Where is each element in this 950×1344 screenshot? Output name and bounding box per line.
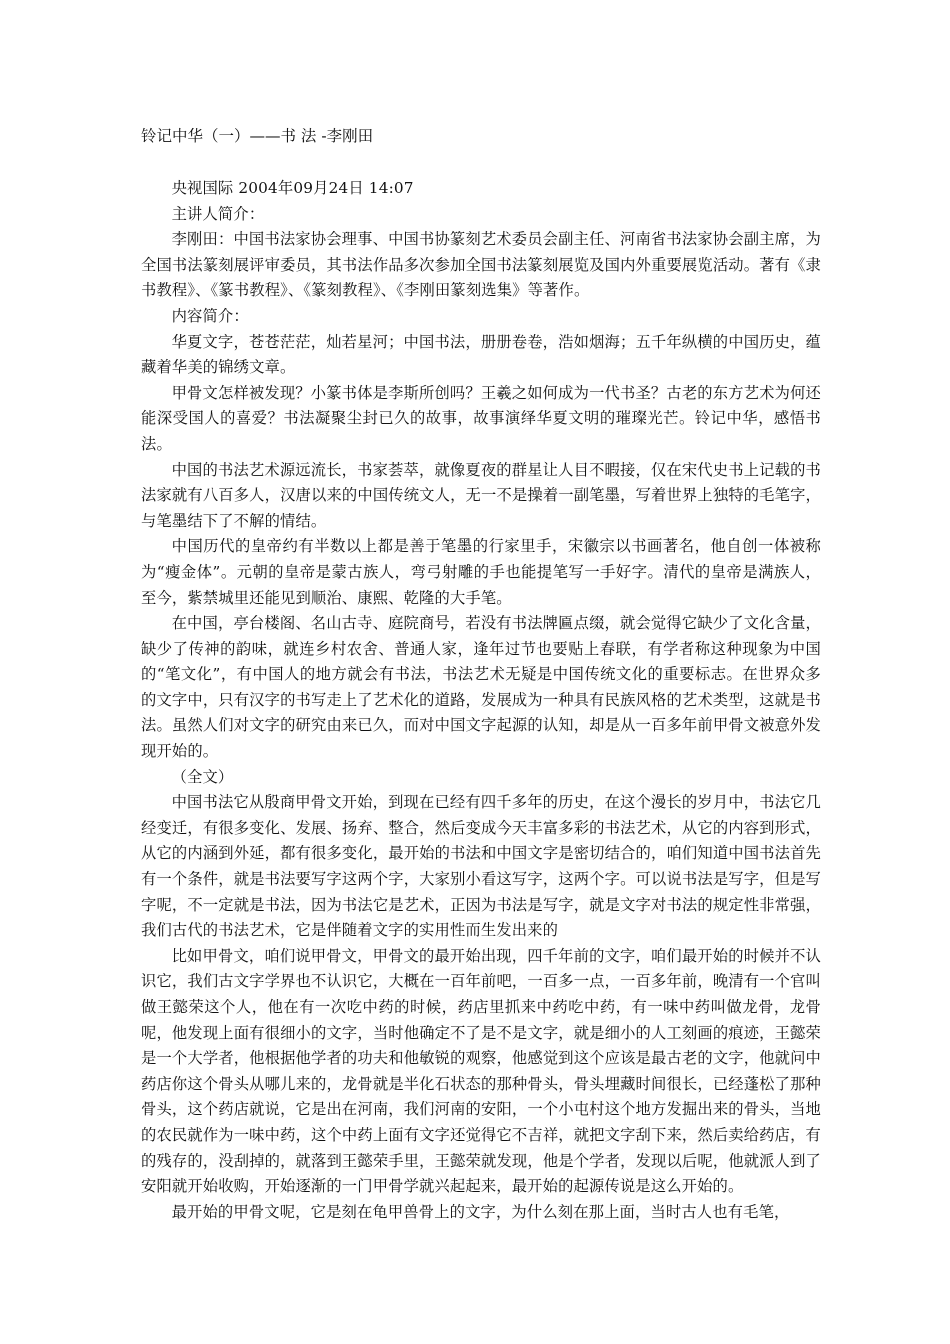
title-spacer bbox=[141, 149, 821, 176]
intro-paragraph-3: 中国的书法艺术源远流长，书家荟萃，就像夏夜的群星让人目不暇接，仅在宋代史书上记载的书法家就有八百多人，汉唐以来的中国传统文人，无一不是操着一副笔墨，写着世界上独特的毛笔字，与笔墨结下了不解的情结。 bbox=[141, 460, 821, 530]
intro-paragraph-2: 甲骨文怎样被发现？小篆书体是李斯所创吗？王羲之如何成为一代书圣？古老的东方艺术为何还能深受国人的喜爱？书法凝聚尘封已久的故事，故事演绎华夏文明的璀璨光芒。铃记中华，感悟书法。 bbox=[141, 383, 821, 453]
intro-paragraph-5: 在中国，亭台楼阁、名山古寺、庭院商号，若没有书法牌匾点缀，就会觉得它缺少了文化含量，缺少了传神的韵味，就连乡村农舍、普通人家，逢年过节也要贴上春联，有学者称这种现象为中国的“笔文化”，有中国人的地方就会有书法，书法艺术无疑是中国传统文化的重要标志。在世界众多的文字中，只有汉字的书写走上了艺术化的道路，发展成为一种具有民族风格的艺术类型，这就是书法。虽然人们对文字的研究由来已久，而对中国文字起源的认知，却是从一百多年前甲骨文被意外发现开始的。 bbox=[141, 614, 821, 761]
document-title: 铃记中华（一）——书 法 -李刚田 bbox=[141, 127, 374, 145]
intro-paragraph-1: 华夏文字，苍苍茫茫，灿若星河；中国书法，册册卷卷，浩如烟海；五千年纵横的中国历史，蕴藏着华美的锦绣文章。 bbox=[141, 332, 821, 377]
document-page bbox=[141, 123, 821, 1225]
body-paragraph-1: 中国书法它从殷商甲骨文开始，到现在已经有四千多年的历史，在这个漫长的岁月中，书法它几经变迁，有很多变化、发展、扬弃、整合，然后变成今天丰富多彩的书法艺术，从它的内容到形式，从它的内涵到外延，都有很多变化，最开始的书法和中国文字是密切结合的，咱们知道中国书法首先有一个条件，就是书法要写字这两个字，大家别小看这写字，这两个字。可以说书法是写字，但是写字呢，不一定就是书法，因为书法它是艺术，正因为书法是写字，就是文字对书法的规定性非常强，我们古代的书法艺术，它是伴随着文字的实用性而生发出来的 bbox=[141, 793, 821, 940]
body-paragraph-2: 比如甲骨文，咱们说甲骨文，甲骨文的最开始出现，四千年前的文字，咱们最开始的时候并不认识它，我们古文字学界也不认识它，大概在一百年前吧，一百多一点，一百多年前，晚清有一个官叫做王懿荣这个人，他在有一次吃中药的时候，药店里抓来中药吃中药，有一味中药叫做龙骨，龙骨呢，他发现上面有很细小的文字，当时他确定不了是不是文字，就是细小的人工刻画的痕迹，王懿荣是一个大学者，他根据他学者的功夫和他敏锐的观察，他感觉到这个应该是最古老的文字，他就问中药店你这个骨头从哪儿来的，龙骨就是半化石状态的那种骨头，骨头埋藏时间很长，已经蓬松了那种骨头，这个药店就说，它是出在河南，我们河南的安阳，一个小屯村这个地方发掘出来的骨头，当地的农民就作为一味中药，这个中药上面有文字还觉得它不吉祥，就把文字刮下来，然后卖给药店，有的残存的，没刮掉的，就落到王懿荣手里，王懿荣就发现，他是个学者，发现以后呢，他就派人到了安阳就开始收购，开始逐渐的一门甲骨学就兴起起来，最开始的起源传说是这么开始的。 bbox=[141, 946, 821, 1196]
speaker-heading: 主讲人简介： bbox=[171, 204, 265, 223]
full-text-label: （全文） bbox=[171, 767, 234, 786]
body-paragraph-3: 最开始的甲骨文呢，它是刻在龟甲兽骨上的文字，为什么刻在那上面，当时古人也有毛笔， bbox=[171, 1202, 790, 1221]
source-timestamp-line: 央视国际 2004年09月24日 14:07 bbox=[171, 179, 414, 197]
speaker-bio: 李刚田：中国书法家协会理事、中国书协篆刻艺术委员会副主任、河南省书法家协会副主席，为全国书法篆刻展评审委员，其书法作品多次参加全国书法篆刻展览及国内外重要展览活动。著有《隶书教程》、《篆书教程》、《篆刻教程》、《李刚田篆刻选集》等著作。 bbox=[141, 230, 821, 300]
intro-paragraph-4: 中国历代的皇帝约有半数以上都是善于笔墨的行家里手，宋徽宗以书画著名，他自创一体被称为“瘦金体”。元朝的皇帝是蒙古族人，弯弓射雕的手也能提笔写一手好字。清代的皇帝是满族人，至今，紫禁城里还能见到顺治、康熙、乾隆的大手笔。 bbox=[141, 537, 821, 607]
content-heading: 内容简介： bbox=[171, 306, 249, 325]
